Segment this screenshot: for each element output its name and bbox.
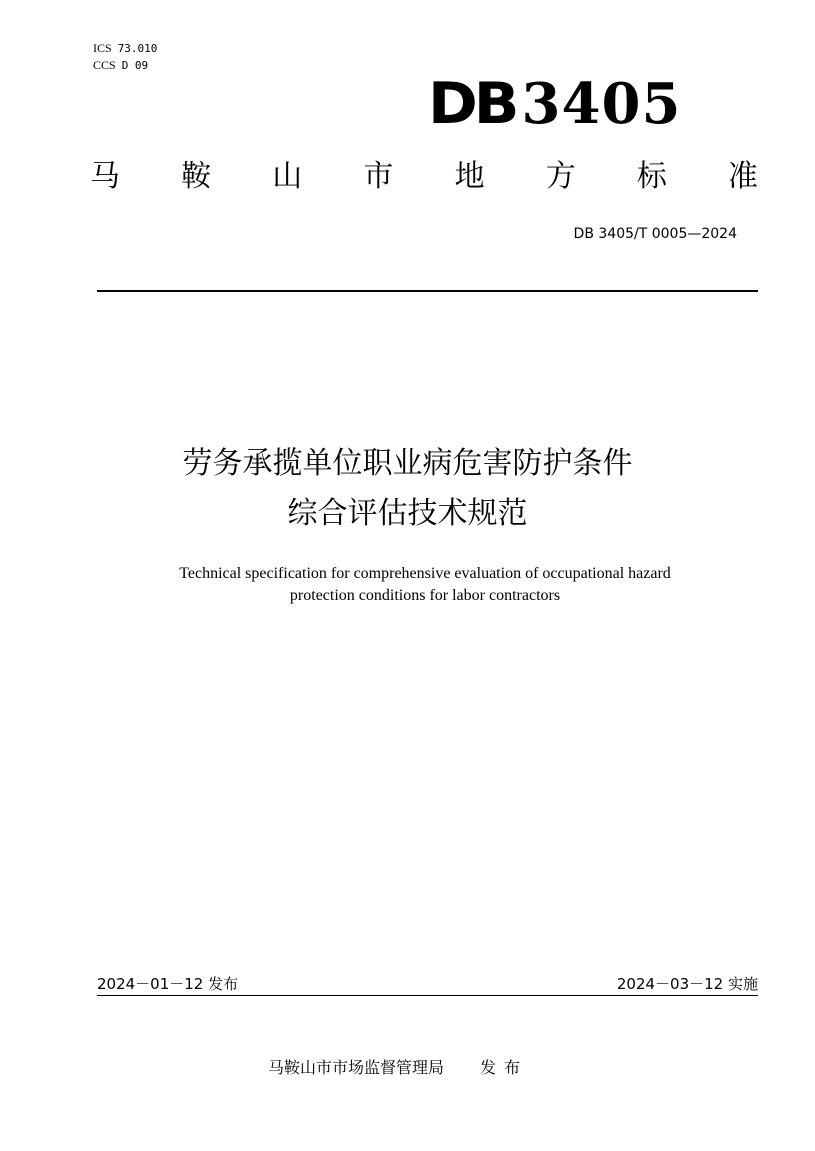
implement-date: 2024－03－12 实施 — [616, 975, 758, 993]
chinese-title-line-2: 综合评估技术规范 — [287, 496, 528, 531]
standard-type-char: 准 — [727, 159, 758, 194]
chinese-title-line-1: 劳务承揽单位职业病危害防护条件 — [182, 446, 633, 481]
ccs-value: D 09 — [121, 59, 149, 72]
standard-type-char: 马 — [90, 159, 120, 194]
issuer-name: 马鞍山市市场监督管理局 — [268, 1058, 445, 1077]
db-logo-code: 3405 — [521, 71, 682, 137]
db-logo — [428, 70, 682, 138]
english-title-line-1: Technical specification for comprehensive evaluation of occupational hazard — [179, 565, 671, 582]
standard-type-heading — [90, 157, 758, 197]
standard-type-char: 标 — [636, 159, 667, 194]
ccs-label: CCS — [93, 58, 116, 72]
top-divider — [97, 290, 758, 292]
ics-row — [93, 40, 157, 57]
db-logo-prefix: DB — [428, 70, 516, 138]
standard-type-char: 方 — [545, 159, 576, 194]
standard-number: DB 3405/T 0005—2024 — [573, 226, 737, 242]
classification-codes — [93, 40, 157, 74]
issue-date: 2024－01－12 发布 — [97, 975, 239, 993]
issuer — [268, 1055, 528, 1078]
standard-type-char: 地 — [454, 159, 485, 194]
standard-type-char: 市 — [363, 159, 394, 194]
ccs-row — [93, 57, 157, 74]
issuer-action: 发布 — [480, 1058, 529, 1077]
standard-type-char: 山 — [272, 159, 303, 194]
ics-label: ICS — [93, 41, 112, 55]
ics-value: 73.010 — [117, 42, 158, 55]
english-title-line-2: protection conditions for labor contractors — [289, 587, 561, 604]
standard-type-char: 鞍 — [181, 159, 212, 194]
bottom-divider — [97, 995, 758, 996]
